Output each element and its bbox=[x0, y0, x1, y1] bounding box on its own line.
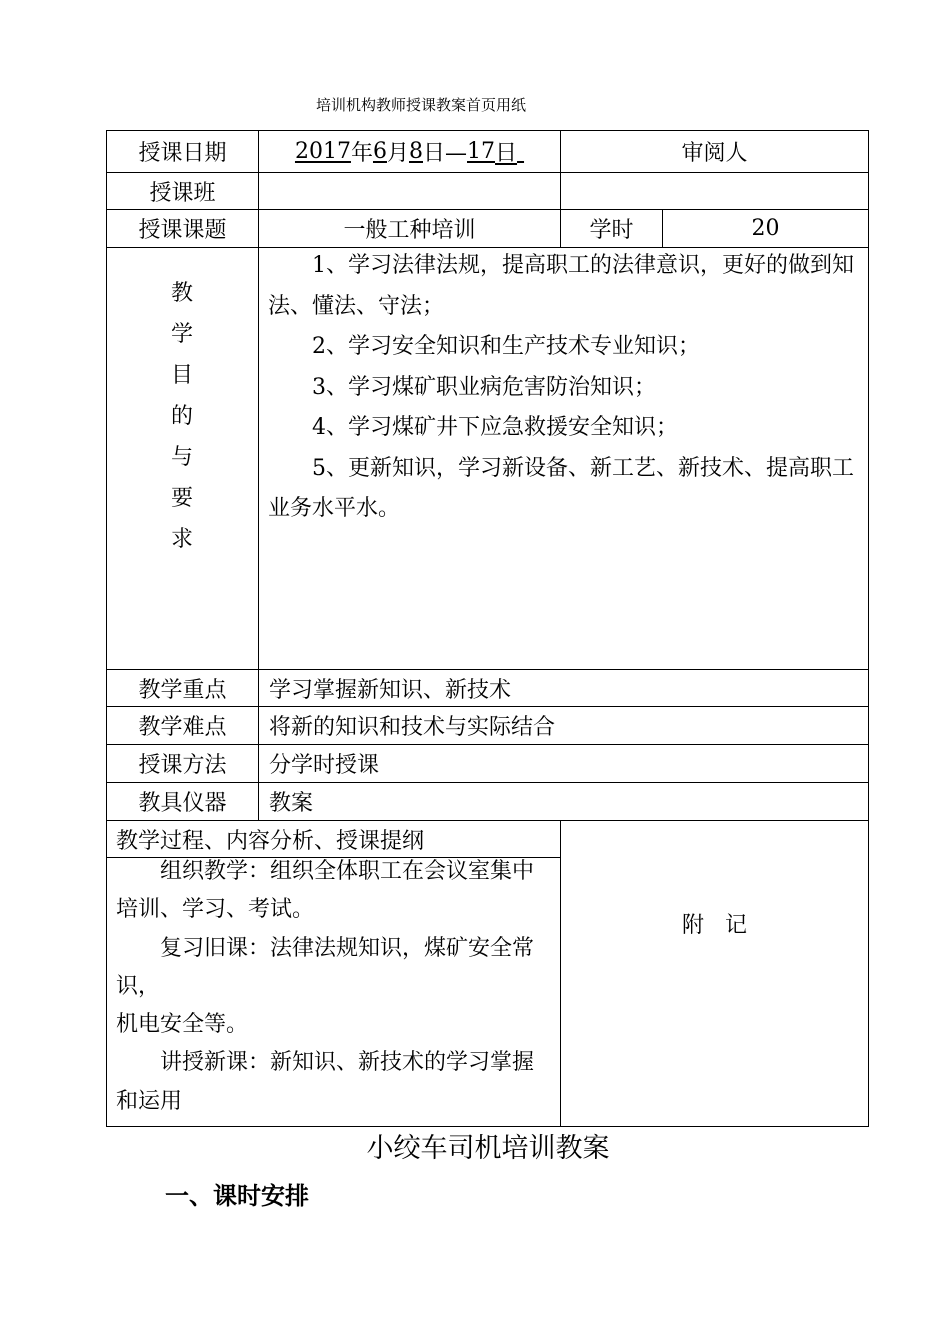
difficulties-value: 将新的知识和技术与实际结合 bbox=[269, 715, 556, 740]
objectives-label-char: 与 bbox=[170, 445, 193, 470]
hours-value: 20 bbox=[751, 216, 780, 241]
date-day-start: 8 bbox=[409, 139, 423, 164]
date-year: 2017 bbox=[294, 139, 351, 164]
objective-line: 4、学习煤矿井下应急救援安全知识； bbox=[312, 415, 678, 440]
objectives-label bbox=[107, 273, 257, 560]
objectives-label-char: 学 bbox=[170, 322, 193, 347]
objective-line: 5、更新知识，学习新设备、新工艺、新技术、提高职工 bbox=[312, 455, 854, 481]
document-heading: 小绞车司机培训教案 bbox=[366, 1133, 610, 1164]
date-label: 授课日期 bbox=[138, 141, 227, 166]
difficulties-label: 教学难点 bbox=[138, 715, 227, 740]
objectives-content bbox=[268, 246, 863, 530]
method-value: 分学时授课 bbox=[269, 753, 380, 778]
month-char: 月 bbox=[386, 141, 409, 166]
objectives-label-char: 求 bbox=[170, 527, 193, 552]
process-line: 识， bbox=[116, 973, 161, 999]
method-label: 授课方法 bbox=[138, 753, 227, 778]
objective-line: 2、学习安全知识和生产技术专业知识； bbox=[312, 334, 700, 359]
process-title: 教学过程、内容分析、授课提纲 bbox=[116, 828, 425, 854]
day-char: 日— bbox=[423, 141, 468, 166]
process-line: 和运用 bbox=[116, 1088, 183, 1114]
objective-line: 法、懂法、守法； bbox=[268, 293, 445, 319]
class-label: 授课班 bbox=[149, 180, 216, 206]
date-trailing-underline bbox=[517, 139, 524, 164]
process-content bbox=[116, 853, 556, 1121]
tools-label: 教具仪器 bbox=[138, 791, 227, 816]
objectives-label-char: 的 bbox=[170, 404, 193, 429]
topic-value: 一般工种培训 bbox=[343, 218, 476, 243]
objective-line: 业务水平水。 bbox=[268, 496, 401, 521]
date-day-end: 17 bbox=[467, 139, 496, 164]
section-heading: 一、课时安排 bbox=[165, 1182, 309, 1210]
class-value bbox=[259, 173, 560, 209]
objective-line: 3、学习煤矿职业病危害防治知识； bbox=[312, 374, 656, 400]
process-line: 机电安全等。 bbox=[116, 1012, 249, 1038]
date-month: 6 bbox=[372, 139, 387, 164]
process-line: 复习旧课：法律法规知识，煤矿安全常 bbox=[160, 935, 535, 961]
objectives-label-char: 目 bbox=[170, 363, 193, 388]
date-range bbox=[259, 131, 560, 172]
form-header-title: 培训机构教师授课教案首页用纸 bbox=[315, 96, 526, 114]
topic-label: 授课课题 bbox=[138, 218, 227, 243]
objectives-label-char: 教 bbox=[170, 281, 193, 306]
process-line: 培训、学习、考试。 bbox=[116, 897, 315, 923]
day-end-char: 日 bbox=[495, 141, 518, 166]
reviewer-label: 审阅人 bbox=[681, 141, 748, 166]
year-char: 年 bbox=[350, 141, 373, 166]
notes-label: 附 记 bbox=[682, 913, 747, 938]
objective-line: 1、学习法律法规，提高职工的法律意识，更好的做到知 bbox=[312, 253, 854, 278]
objectives-label-char: 要 bbox=[170, 486, 193, 511]
key-points-label: 教学重点 bbox=[138, 677, 227, 703]
hours-label: 学时 bbox=[589, 218, 634, 243]
process-line: 讲授新课：新知识、新技术的学习掌握 bbox=[160, 1050, 535, 1076]
tools-value: 教案 bbox=[269, 791, 314, 816]
key-points-value: 学习掌握新知识、新技术 bbox=[269, 677, 512, 703]
reviewer-value bbox=[561, 173, 868, 209]
process-line: 组织教学：组织全体职工在会议室集中 bbox=[160, 859, 535, 884]
